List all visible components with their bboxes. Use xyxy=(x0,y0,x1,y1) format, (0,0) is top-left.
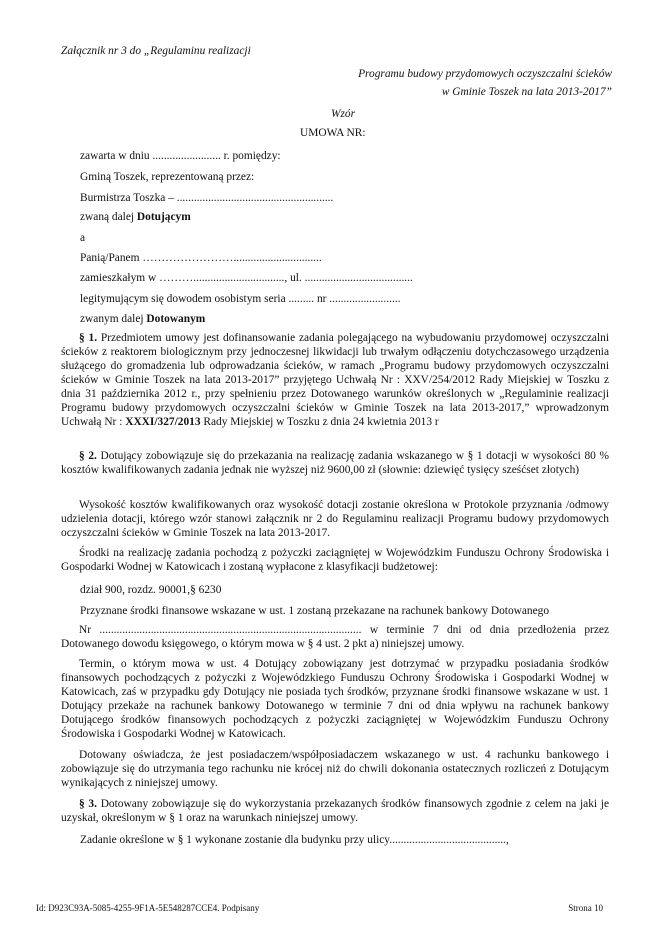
party-burmistrz-line: Burmistrza Toszka – ....................................................... xyxy=(80,192,334,204)
conjunction-a: a xyxy=(80,232,86,244)
party-person-line: Panią/Panem ……………………............................... xyxy=(80,252,322,264)
dotujacy-prefix: zwaną dalej xyxy=(80,211,137,223)
section-1 xyxy=(61,331,609,429)
budget-classification: dział 900, rozdz. 90001,§ 6230 xyxy=(80,584,222,596)
section-1-tail: Rady Miejskiej w Toszku z dnia 24 kwietnia 2013 r xyxy=(200,416,439,428)
page-number: Strona 10 xyxy=(568,903,603,913)
attachment-header-line1: Załącznik nr 3 do „Regulaminu realizacji xyxy=(61,45,251,57)
section-3 xyxy=(61,797,609,825)
paragraph-account-number: Nr ............................................................................................ w terminie 7 dni od dnia przedłożenia przez Dotowanego dowodu księgowego, o którym mowa w § 4 ust. 2 pkt a) niniejszej umowy. xyxy=(61,624,609,650)
paragraph-costs: Wysokość kosztów kwalifikowanych oraz wysokość dotacji zostanie określona w Protokole przyznania /odmowy udzielenia dotacji, którego wzór stanowi załącznik nr 2 do Regulaminu realizacji Programu budowy przydomowych oczyszczalni ścieków w Gminie Toszek na lata 2013-2017. xyxy=(61,499,609,539)
party-id-line: legitymującym się dowodem osobistym seria ......... nr ......................... xyxy=(80,293,401,305)
party-dotujacy-line xyxy=(80,210,191,224)
paragraph-funds-source: Środki na realizację zadania pochodzą z pożyczki zaciągniętej w Wojewódzkim Funduszu Ochrony Środowiska i Gospodarki Wodnej w Katowicach i zostaną wypłacone z klasyfikacji budżetowej: xyxy=(61,547,609,573)
contract-title: UMOWA NR: xyxy=(300,127,366,139)
paragraph-declaration: Dotowany oświadcza, że jest posiadaczem/współposiadaczem wskazanego w ust. 4 rachunku bankowego i zobowiązuje się do utrzymania tego rachunku nie krócej niż do chwili dokonania ostatecznych rozliczeń z Dotującym wynikających z niniejszej umowy. xyxy=(61,749,609,789)
dotowany-term: Dotowanym xyxy=(146,313,206,325)
party-gmina-line: Gminą Toszek, reprezentowaną przez: xyxy=(80,171,255,183)
section-2-number: § 2. xyxy=(79,450,97,462)
paragraph-transfer: Przyznane środki finansowe wskazane w ust. 1 zostaną przekazane na rachunek bankowy Dotowanego xyxy=(80,605,550,617)
section-3-text: Dotowany zobowiązuje się do wykorzystania przekazanych środków finansowych zgodnie z celem na jaki je uzyskał, określonym w § 1 oraz na warunkach niniejszej umowy. xyxy=(61,798,609,824)
attachment-header-line3: w Gminie Toszek na lata 2013-2017” xyxy=(441,86,612,98)
dotujacy-term: Dotującym xyxy=(136,211,191,223)
attachment-header-line2: Programu budowy przydomowych oczyszczalni ścieków xyxy=(358,68,612,80)
section-2 xyxy=(61,449,609,477)
section-2-text: Dotujący zobowiązuje się do przekazania na realizację zadania wskazanego w § 1 dotacji w wysokości 80 % kosztów kwalifikowanych zadania jednak nie wyższej niż 9600,00 zł (słownie: dziewięć tysięcy sześćset złotych) xyxy=(61,450,609,476)
dotowany-prefix: zwanym dalej xyxy=(80,313,147,325)
template-label: Wzór xyxy=(331,108,356,120)
paragraph-deadline: Termin, o którym mowa w ust. 4 Dotujący zobowiązany jest dotrzymać w przypadku posiadania środków finansowych pochodzących z pożyczki z Wojewódzkiego Funduszu Ochrony Środowiska i Gospodarki Wodnej w Katowicach, zaś w przypadku gdy Dotujący nie posiada tych środków, przyznane środki finansowe wskazane w ust. 1 Dotujący przekaże na rachunek bankowy Dotowanego w terminie 7 dni od dnia wpływu na rachunek bankowy Dotującego środków finansowych pochodzących z pożyczki zaciągniętej w Wojewódzkim Funduszu Ochrony Środowiska i Gospodarki Wodnej w Katowicach. xyxy=(61,658,609,740)
section-3-number: § 3. xyxy=(79,798,97,810)
resolution-number: XXXI/327/2013 xyxy=(125,416,201,428)
paragraph-building-street: Zadanie określone w § 1 wykonane zostanie dla budynku przy ulicy........................................., xyxy=(80,834,509,846)
section-1-number: § 1. xyxy=(79,332,98,344)
contract-date-line: zawarta w dniu ........................ r. pomiędzy: xyxy=(80,150,281,162)
section-1-text: Przedmiotem umowy jest dofinansowanie zadania polegającego na wybudowaniu przydomowej oczyszczalni ścieków z reaktorem biologicznym przy jednoczesnej likwidacji lub trwałym odłączeniu dotychczasowego urządzenia służącego do gromadzenia lub odprowadzania ścieków, w ramach „Programu budowy przydomowych oczyszczalni ścieków w Gminie Toszek na lata 2013-2017” przyjętego Uchwałą Nr : XXV/254/2012 Rady Miejskiej w Toszku z dnia 31 października 2012 r., przy spełnieniu przez Dotowanego warunków określonych w „Regulaminie realizacji Programu budowy przydomowych oczyszczalni ścieków w Gminie Toszek na lata 2013-2017,” wprowadzonym Uchwałą Nr : xyxy=(61,332,609,428)
party-dotowany-line xyxy=(80,312,205,326)
party-address-line: zamieszkałym w ………................................, ul. ...................................... xyxy=(80,272,413,284)
document-id: Id: D923C93A-5085-4255-9F1A-5E548287CCE4. Podpisany xyxy=(36,903,260,913)
